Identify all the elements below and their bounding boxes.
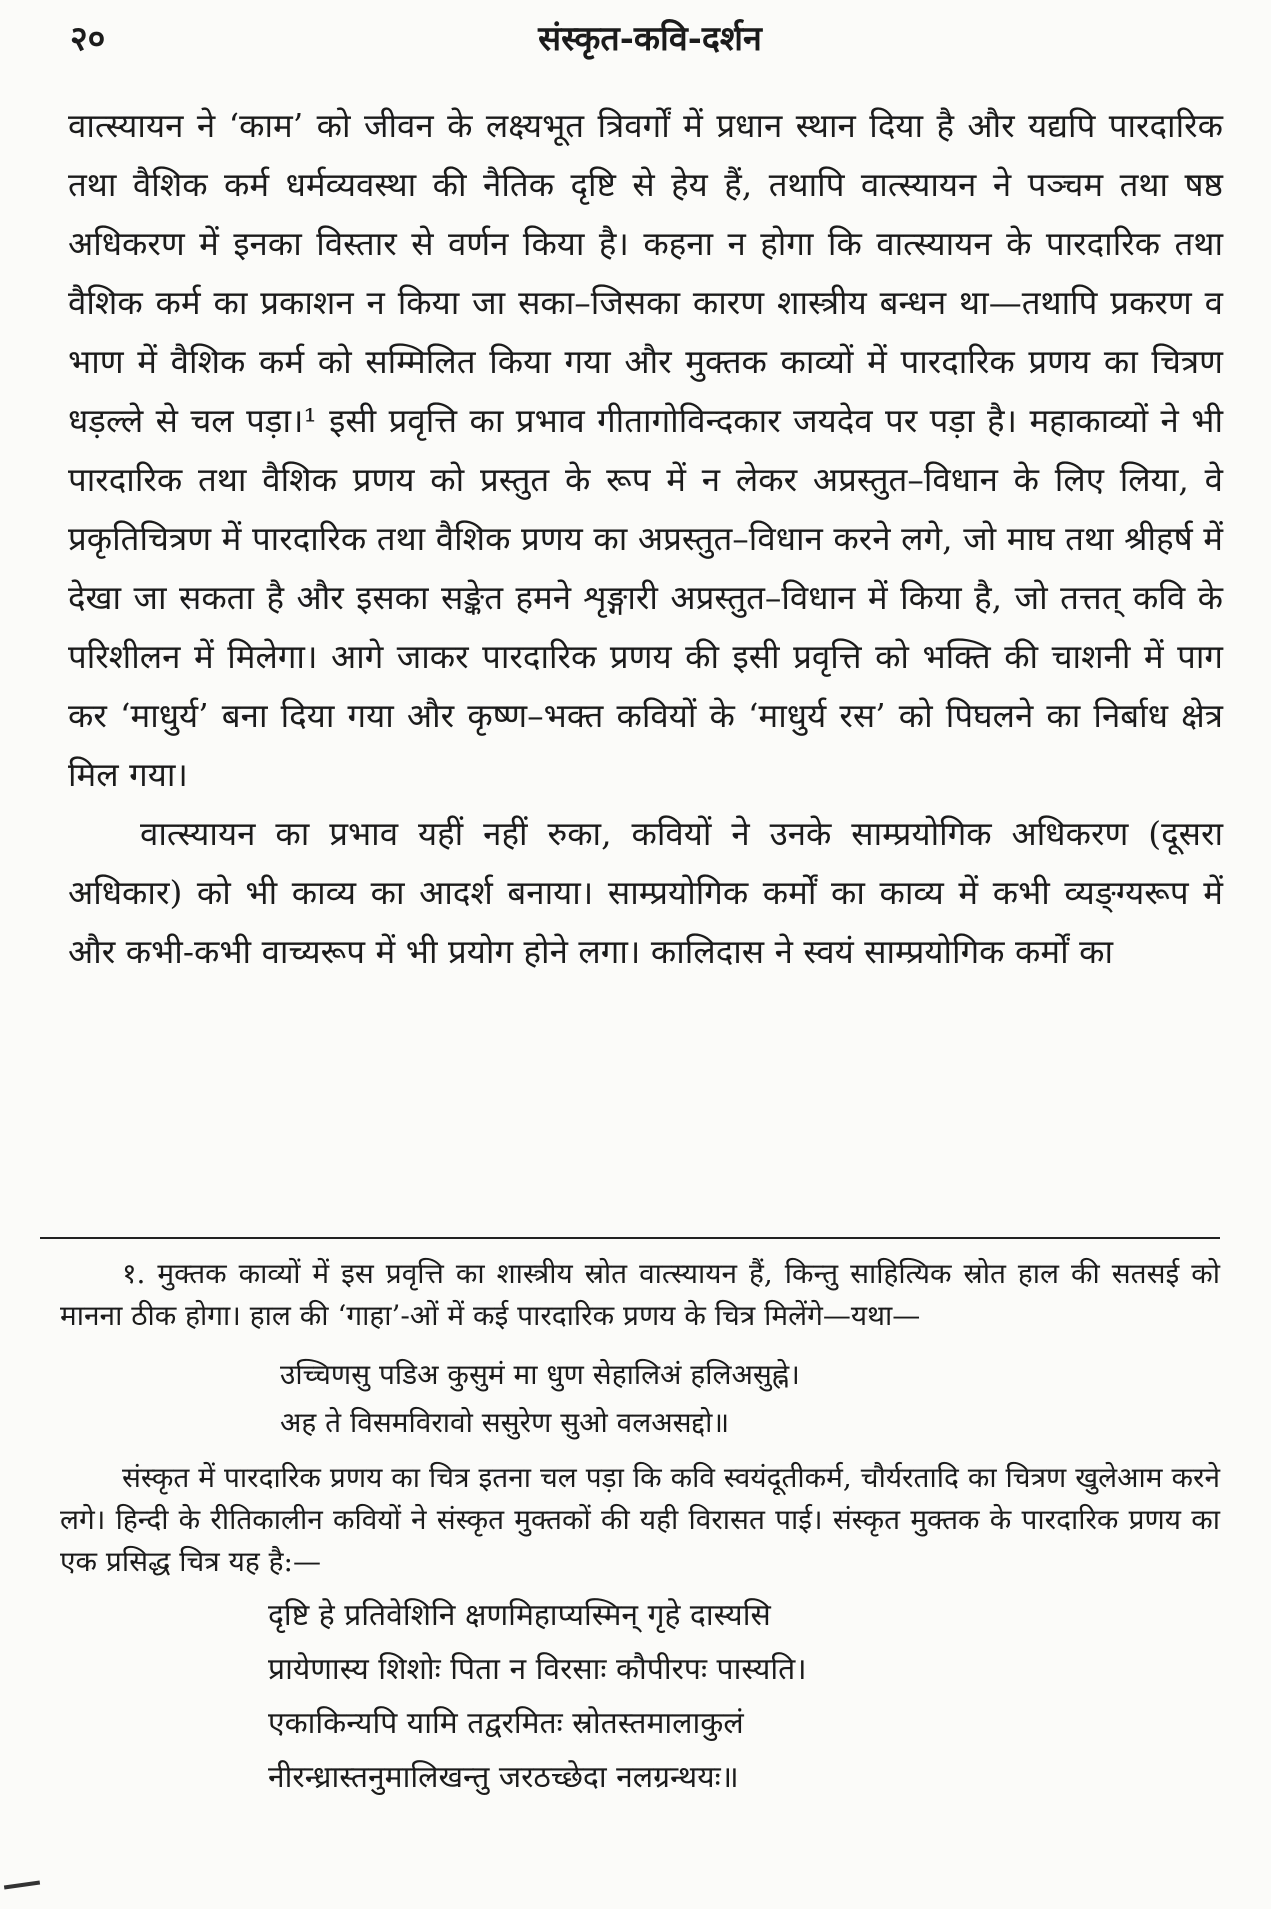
verse-line: नीरन्ध्रास्तनुमालिखन्तु जरठच्छेदा नलग्रन्थयः॥ <box>268 1760 739 1795</box>
page-header <box>70 14 1230 64</box>
verse-line: दृष्टि हे प्रतिवेशिनि क्षणमिहाप्यस्मिन् गृहे दास्यसि <box>268 1598 771 1633</box>
main-text <box>68 96 1223 981</box>
footnote-text-2: संस्कृत में पारदारिक प्रणय का चित्र इतना चल पड़ा कि कवि स्वयंदूतीकर्म, चौर्यरतादि का चित्रण खुलेआम करने लगे। हिन्दी के रीतिकालीन कवियों ने संस्कृत मुक्तकों की यही विरासत पाई। संस्कृत मुक्तक के पारदारिक प्रणय का एक प्रसिद्ध चित्र यह है:— <box>60 1461 1220 1578</box>
prakrit-verse <box>60 1351 1220 1447</box>
footnote-text-1: १. मुक्तक काव्यों में इस प्रवृत्ति का शास्त्रीय स्रोत वात्स्यायन हैं, किन्तु साहित्यिक स्रोत हाल की सतसई को मानना ठीक होगा। हाल की ‘गाहा’-ओं में कई पारदारिक प्रणय के चित्र मिलेंगे—यथा— <box>60 1257 1220 1332</box>
corner-mark <box>4 1881 40 1890</box>
footnote <box>60 1253 1220 1805</box>
paragraph-1: वात्स्यायन ने ‘काम’ को जीवन के लक्ष्यभूत त्रिवर्गों में प्रधान स्थान दिया है और यद्यपि पारदारिक तथा वैशिक कर्म धर्मव्यवस्था की नैतिक दृष्टि से हेय हैं, तथापि वात्स्यायन ने पञ्चम तथा षष्ठ अधिकरण में इनका विस्तार से वर्णन किया है। कहना न होगा कि वात्स्यायन के पारदारिक तथा वैशिक कर्म का प्रकाशन न किया जा सका–जिसका कारण शास्त्रीय बन्धन था—तथापि प्रकरण व भाण में वैशिक कर्म को सम्मिलित किया गया और मुक्तक काव्यों में पारदारिक प्रणय का चित्रण धड़ल्ले से चल पड़ा।¹ इसी प्रवृत्ति का प्रभाव गीतागोविन्दकार जयदेव पर पड़ा है। महाकाव्यों ने भी पारदारिक तथा वैशिक प्रणय को प्रस्तुत के रूप में न लेकर अप्रस्तुत–विधान के लिए लिया, वे प्रकृतिचित्रण में पारदारिक तथा वैशिक प्रणय का अप्रस्तुत–विधान करने लगे, जो माघ तथा श्रीहर्ष में देखा जा सकता है और इसका सङ्केत हमने शृङ्गारी अप्रस्तुत–विधान में किया है, जो तत्तत् कवि के परिशीलन में मिलेगा। आगे जाकर पारदारिक प्रणय की इसी प्रवृत्ति को भक्ति की चाशनी में पाग कर ‘माधुर्य’ बना दिया गया और कृष्ण–भक्त कवियों के ‘माधुर्य रस’ को पिघलने का निर्बाध क्षेत्र मिल गया। <box>68 106 1223 794</box>
verse-line: प्रायेणास्य शिशोः पिता न विरसाः कौपीरपः पास्यति। <box>268 1652 807 1687</box>
verse-line: अह ते विसमविरावो ससुरेण सुओ वलअसद्दो॥ <box>280 1406 730 1439</box>
footnote-divider <box>40 1237 1220 1239</box>
page-number: २० <box>70 19 106 59</box>
running-title: संस्कृत-कवि-दर्शन <box>538 19 762 59</box>
verse-line: एकाकिन्यपि यामि तद्वरमितः स्रोतस्तमालाकुलं <box>268 1706 744 1741</box>
verse-line: उच्चिणसु पडिअ कुसुमं मा धुण सेहालिअं हलिअसुह्ने। <box>280 1358 800 1391</box>
paragraph-2: वात्स्यायन का प्रभाव यहीं नहीं रुका, कवियों ने उनके साम्प्रयोगिक अधिकरण (दूसरा अधिकार) को भी काव्य का आदर्श बनाया। साम्प्रयोगिक कर्मों का काव्य में कभी व्यङ्ग्यरूप में और कभी-कभी वाच्यरूप में भी प्रयोग होने लगा। कालिदास ने स्वयं साम्प्रयोगिक कर्मों का <box>68 814 1223 971</box>
sanskrit-verse <box>60 1589 1220 1805</box>
